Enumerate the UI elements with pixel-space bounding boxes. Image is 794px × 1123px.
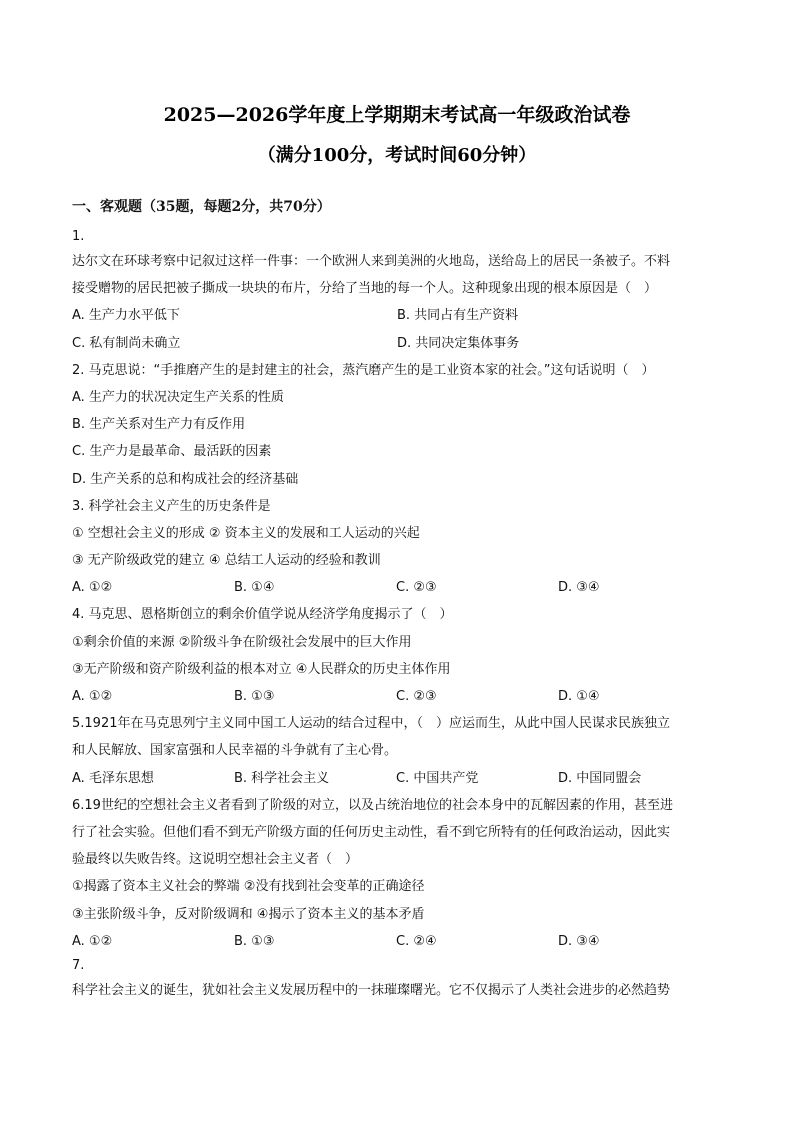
question-4-options [72,683,722,710]
option-d: D. 中国同盟会 [558,770,642,786]
option-c: C. 私有制尚未确立 [72,335,181,351]
question-1-text: 接受赠物的居民把被子撕成一块块的布片，分给了当地的每一个人。这种现象出现的根本原因是（ ） [72,281,658,297]
option-b: B. 生产关系对生产力有反作用 [72,417,246,433]
question-6-text: 验最终以失败告终。这说明空想社会主义者（ ） [72,852,359,868]
question-5-text: 和人民解放、国家富强和人民幸福的斗争就有了主心骨。 [72,743,398,759]
option-b: B. ①③ [234,689,275,704]
question-5-text: 5.1921年在马克思列宁主义同中国工人运动的结合过程中，（ ）应运而生，从此中国人民谋求民族独立 [72,716,670,732]
question-4-statement: ③无产阶级和资产阶级利益的根本对立 ④人民群众的历史主体作用 [72,661,451,677]
question-1-options [72,302,722,329]
option-a: A. ①② [72,580,113,596]
question-2-text: 2. 马克思说：“手推磨产生的是封建主的社会，蒸汽磨产生的是工业资本家的社会。”这句话说明（ ） [72,362,655,378]
option-d: D. ③④ [558,580,600,596]
question-4-statement: ①剩余价值的来源 ②阶级斗争在阶级社会发展中的巨大作用 [72,634,412,650]
question-6-options [72,928,722,955]
option-d: D. ①④ [558,689,600,704]
question-6-text: 6.19世纪的空想社会主义者看到了阶级的对立，以及占统治地位的社会本身中的瓦解因素的作用，甚至进 [72,797,673,813]
question-5-options [72,765,722,792]
question-3-options [72,574,722,601]
option-c: C. 中国共产党 [396,770,479,786]
option-c: C. ②④ [396,933,437,949]
question-3-statement: ③ 无产阶级政党的建立 ④ 总结工人运动的经验和教训 [72,553,381,569]
option-b: B. 科学社会主义 [234,770,330,786]
exam-subtitle: （满分100分，考试时间60分钟） [257,145,537,166]
option-a: A. 生产力水平低下 [72,308,180,324]
question-6-text: 行了社会实验。但他们看不到无产阶级方面的任何历史主动性，看不到它所特有的任何政治运动，因此实 [72,824,671,840]
option-c: C. 生产力是最革命、最活跃的因素 [72,444,272,460]
option-d: D. 共同决定集体事务 [397,335,520,351]
question-3-statement: ① 空想社会主义的形成 ② 资本主义的发展和工人运动的兴起 [72,525,420,541]
exam-title: 2025—2026学年度上学期期末考试高一年级政治试卷 [163,104,631,126]
question-4-text: 4. 马克思、恩格斯创立的剩余价值学说从经济学角度揭示了（ ） [72,607,453,623]
question-3-text: 3. 科学社会主义产生的历史条件是 [72,498,271,514]
question-1-text: 达尔文在环球考察中记叙过这样一件事：一个欧洲人来到美洲的火地岛，送给岛上的居民一条被子。不料 [72,254,671,269]
option-b: B. 共同占有生产资料 [397,308,519,324]
option-d: D. 生产关系的总和构成社会的经济基础 [72,471,299,487]
option-a: A. ①② [72,933,113,949]
question-6-statement: ③主张阶级斗争，反对阶级调和 ④揭示了资本主义的基本矛盾 [72,906,425,922]
option-a: A. 生产力的状况决定生产关系的性质 [72,389,284,405]
question-7-text: 科学社会主义的诞生，犹如社会主义发展历程中的一抹璀璨曙光。它不仅揭示了人类社会进步的必然趋势 [72,982,671,998]
option-b: B. ①④ [234,580,275,596]
questions [72,226,722,1004]
question-1-options [72,330,722,357]
option-b: B. ①③ [234,933,275,949]
option-c: C. ②③ [396,689,437,704]
option-c: C. ②③ [396,580,437,596]
option-a: A. ①② [72,689,113,704]
question-7-number: 7. [72,957,85,973]
option-d: D. ③④ [558,933,600,949]
option-a: A. 毛泽东思想 [72,770,154,786]
question-1-number: 1. [72,229,85,244]
question-6-statement: ①揭露了资本主义社会的弊端 ②没有找到社会变革的正确途径 [72,879,425,895]
section-heading: 一、客观题（35题，每题2分，共70分） [72,199,331,215]
